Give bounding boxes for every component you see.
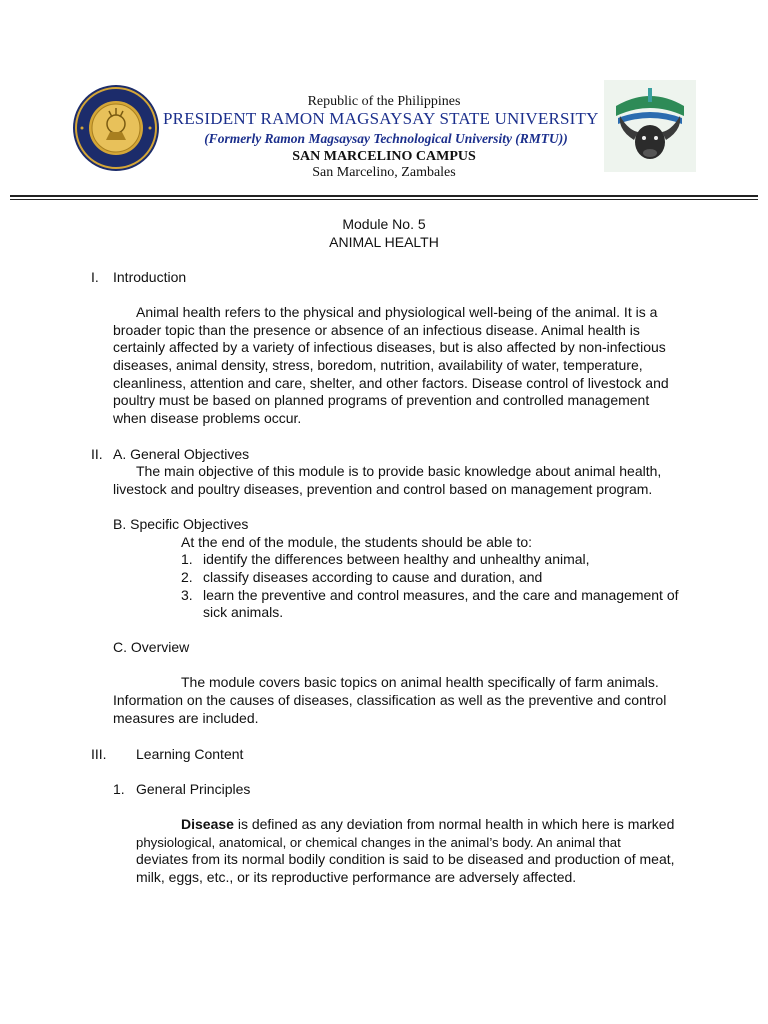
paragraph-line: measures are included. xyxy=(113,710,259,726)
section-numeral: III. xyxy=(91,746,107,762)
section-numeral: II. xyxy=(91,446,103,462)
paragraph-line: The module covers basic topics on animal health specifically of farm animals. xyxy=(181,674,659,690)
subsection-heading: General Principles xyxy=(136,781,251,797)
module-number: Module No. 5 xyxy=(342,216,426,232)
section-heading: Learning Content xyxy=(136,746,244,762)
paragraph-line: certainly affected by a variety of infectious diseases, but is also affected by non-infectious xyxy=(113,339,666,355)
overview-heading: C. Overview xyxy=(113,639,190,655)
paragraph-line: The main objective of this module is to provide basic knowledge about animal health, xyxy=(136,463,662,479)
campus-name: SAN MARCELINO CAMPUS xyxy=(292,149,476,164)
header-rule-thin xyxy=(10,199,758,200)
campus-address: San Marcelino, Zambales xyxy=(312,165,456,180)
module-title: ANIMAL HEALTH xyxy=(329,234,439,250)
subsection-number: 1. xyxy=(113,781,125,797)
paragraph-line: poultry must be based on planned programs of prevention and controlled management xyxy=(113,392,650,408)
republic-line: Republic of the Philippines xyxy=(307,94,461,109)
paragraph-line: when disease problems occur. xyxy=(113,410,302,426)
paragraph-line: cleanliness, attention and care, shelter, and other factors. Disease control of livestock and xyxy=(113,375,669,391)
list-text: identify the differences between healthy and unhealthy animal, xyxy=(203,551,590,567)
specific-objectives-intro: At the end of the module, the students should be able to: xyxy=(181,534,533,550)
paragraph-line: deviates from its normal bodily condition is said to be diseased and production of meat, xyxy=(136,851,675,867)
list-number: 2. xyxy=(181,569,193,585)
list-number: 1. xyxy=(181,551,193,567)
paragraph-line: diseases, animal density, stress, boredom, nutrition, availability of water, temperature, xyxy=(113,357,643,373)
university-name: PRESIDENT RAMON MAGSAYSAY STATE UNIVERSITY xyxy=(163,109,599,128)
general-objectives-heading: A. General Objectives xyxy=(113,446,250,462)
paragraph-line xyxy=(181,816,674,834)
disease-term: Disease xyxy=(181,816,234,832)
formerly-line: (Formerly Ramon Magsaysay Technological University (RMTU)) xyxy=(204,131,568,146)
list-number: 3. xyxy=(181,587,193,603)
college-logo xyxy=(604,80,696,172)
paragraph-line: physiological, anatomical, or chemical changes in the animal’s body. An animal that xyxy=(136,835,621,850)
paragraph-line: Information on the causes of diseases, classification as well as the preventive and control xyxy=(113,692,667,708)
list-text: classify diseases according to cause and duration, and xyxy=(203,569,543,585)
list-text: sick animals. xyxy=(203,604,284,620)
section-heading: Introduction xyxy=(113,269,187,285)
paragraph-line: Animal health refers to the physical and physiological well-being of the animal. It is a xyxy=(136,304,658,320)
section-numeral: I. xyxy=(91,269,99,285)
header-rule-thick xyxy=(10,195,758,197)
paragraph-line: milk, eggs, etc., or its reproductive performance are adversely affected. xyxy=(136,869,577,885)
paragraph-line: broader topic than the presence or absence of an infectious disease. Animal health is xyxy=(113,322,640,338)
disease-definition: is defined as any deviation from normal health in which here is marked xyxy=(233,816,675,832)
specific-objectives-heading: B. Specific Objectives xyxy=(113,516,249,532)
list-text: learn the preventive and control measures, and the care and management of xyxy=(203,587,679,603)
paragraph-line: livestock and poultry diseases, prevention and control based on management program. xyxy=(113,481,653,497)
